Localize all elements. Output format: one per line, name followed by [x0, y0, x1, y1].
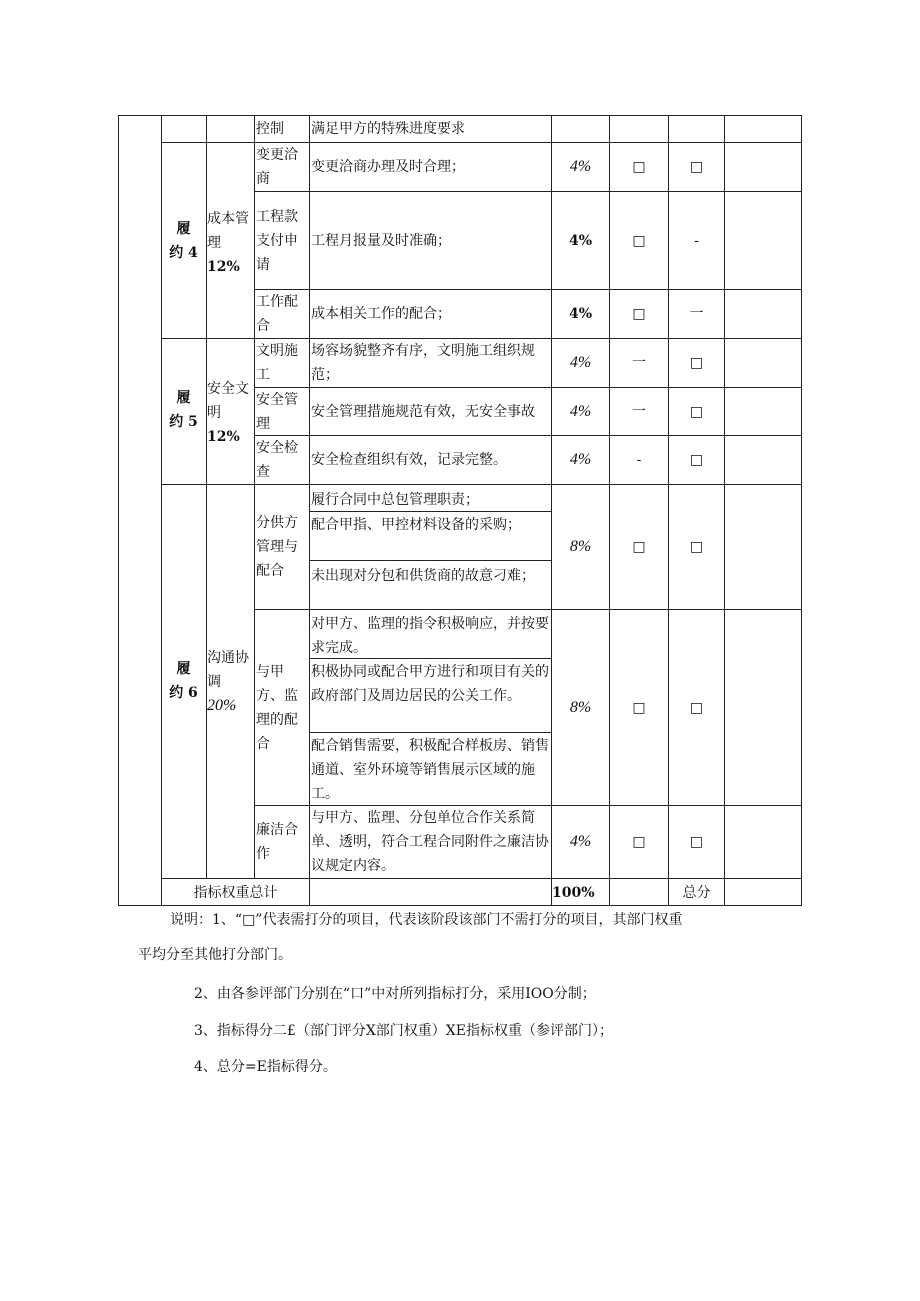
group-label-6: 履 约 6	[169, 661, 198, 701]
criteria-cell: 对甲方、监理的指令积极响应，并按要求完成。	[311, 616, 549, 656]
weight-cell: 4%	[569, 354, 592, 371]
sub-item-cell: 文明施工	[256, 343, 298, 383]
note-line: 平均分至其他打分部门。	[138, 947, 292, 963]
criteria-cell: 成本相关工作的配合；	[311, 306, 451, 322]
score-box[interactable]: □	[632, 159, 646, 175]
score-box[interactable]: □	[632, 539, 646, 555]
weight-cell: 4%	[569, 158, 592, 175]
category-cell-4: 成本管理 12%	[207, 211, 249, 275]
weight-cell: 4%	[569, 402, 592, 420]
criteria-cell: 与甲方、监理、分包单位合作关系简单、透明，符合工程合同附件之廉洁协议规定内容。	[311, 810, 549, 874]
sub-item-cell: 工作配合	[256, 294, 298, 334]
group-label-5: 履 约 5	[169, 390, 198, 430]
sub-item-cell: 分供方管理与配合	[256, 515, 298, 579]
score-box[interactable]: □	[689, 452, 704, 468]
score-box[interactable]: □	[689, 539, 704, 555]
note-line: 3、指标得分二£（部门评分X部门权重）XE指标权重（参评部门）；	[194, 1023, 613, 1039]
category-cell-6: 沟通协调 20%	[207, 650, 249, 714]
note-line: 2、由各参评部门分别在“口”中对所列指标打分，采用IOO分制；	[194, 986, 596, 1002]
sub-item-cell: 控制	[256, 120, 284, 137]
category-cell-5: 安全文明 12%	[207, 381, 249, 445]
sub-item-cell: 安全检查	[256, 440, 298, 480]
weight-cell: 4%	[568, 232, 593, 249]
criteria-cell: 积极协同或配合甲方进行和项目有关的政府部门及周边居民的公关工作。	[311, 664, 549, 704]
sub-item-cell: 廉洁合作	[256, 822, 298, 862]
sub-item-cell: 工程款支付申请	[256, 208, 298, 273]
total-weight: 100%	[552, 884, 595, 901]
na-mark: -	[636, 452, 642, 468]
note-line: 说明：1、“□”代表需打分的项目，代表该阶段该部门不需打分的项目，其部门权重	[170, 912, 683, 928]
total-label: 指标权重总计	[193, 884, 278, 901]
criteria-cell: 配合销售需要，积极配合样板房、销售通道、室外环境等销售展示区域的施工。	[311, 738, 549, 802]
evaluation-table	[118, 115, 802, 906]
na-mark: 一	[689, 306, 704, 322]
score-box[interactable]: □	[689, 355, 704, 371]
weight-cell: 8%	[569, 538, 592, 555]
na-mark: 一	[632, 403, 646, 420]
weight-cell: 4%	[569, 833, 592, 850]
criteria-cell: 配合甲指、甲控材料设备的采购；	[311, 517, 521, 533]
score-box[interactable]: □	[689, 834, 704, 850]
criteria-cell: 未出现对分包和供货商的故意刁难；	[311, 568, 535, 584]
criteria-cell: 变更洽商办理及时合理；	[311, 159, 465, 175]
weight-cell: 8%	[569, 698, 592, 716]
sub-item-cell: 变更洽商	[256, 147, 298, 187]
score-box[interactable]: □	[632, 834, 646, 850]
group-label-4: 履 约 4	[169, 221, 198, 261]
score-box[interactable]: □	[689, 159, 704, 175]
score-box[interactable]: □	[632, 306, 646, 322]
score-box[interactable]: □	[632, 232, 646, 249]
score-box[interactable]: □	[632, 699, 646, 716]
weight-cell: 4%	[569, 451, 592, 468]
total-score-label: 总分	[682, 884, 711, 901]
criteria-cell: 安全检查组织有效，记录完整。	[311, 452, 507, 468]
sub-item-cell: 与甲方、监理的配合	[256, 663, 298, 752]
note-line: 4、总分=E指标得分。	[194, 1059, 337, 1075]
criteria-cell: 安全管理措施规范有效，无安全事故	[311, 403, 535, 420]
weight-cell: 4%	[568, 306, 593, 322]
na-mark: -	[694, 232, 699, 249]
criteria-cell: 满足甲方的特殊进度要求	[311, 120, 465, 137]
criteria-cell: 履行合同中总包管理职责；	[311, 492, 479, 508]
criteria-cell: 场容场貌整齐有序，文明施工组织规范；	[311, 343, 535, 383]
score-box[interactable]: □	[689, 403, 704, 420]
score-box[interactable]: □	[689, 699, 704, 716]
criteria-cell: 工程月报量及时准确；	[311, 232, 451, 249]
sub-item-cell: 安全管理	[256, 391, 298, 432]
na-mark: 一	[632, 355, 646, 371]
